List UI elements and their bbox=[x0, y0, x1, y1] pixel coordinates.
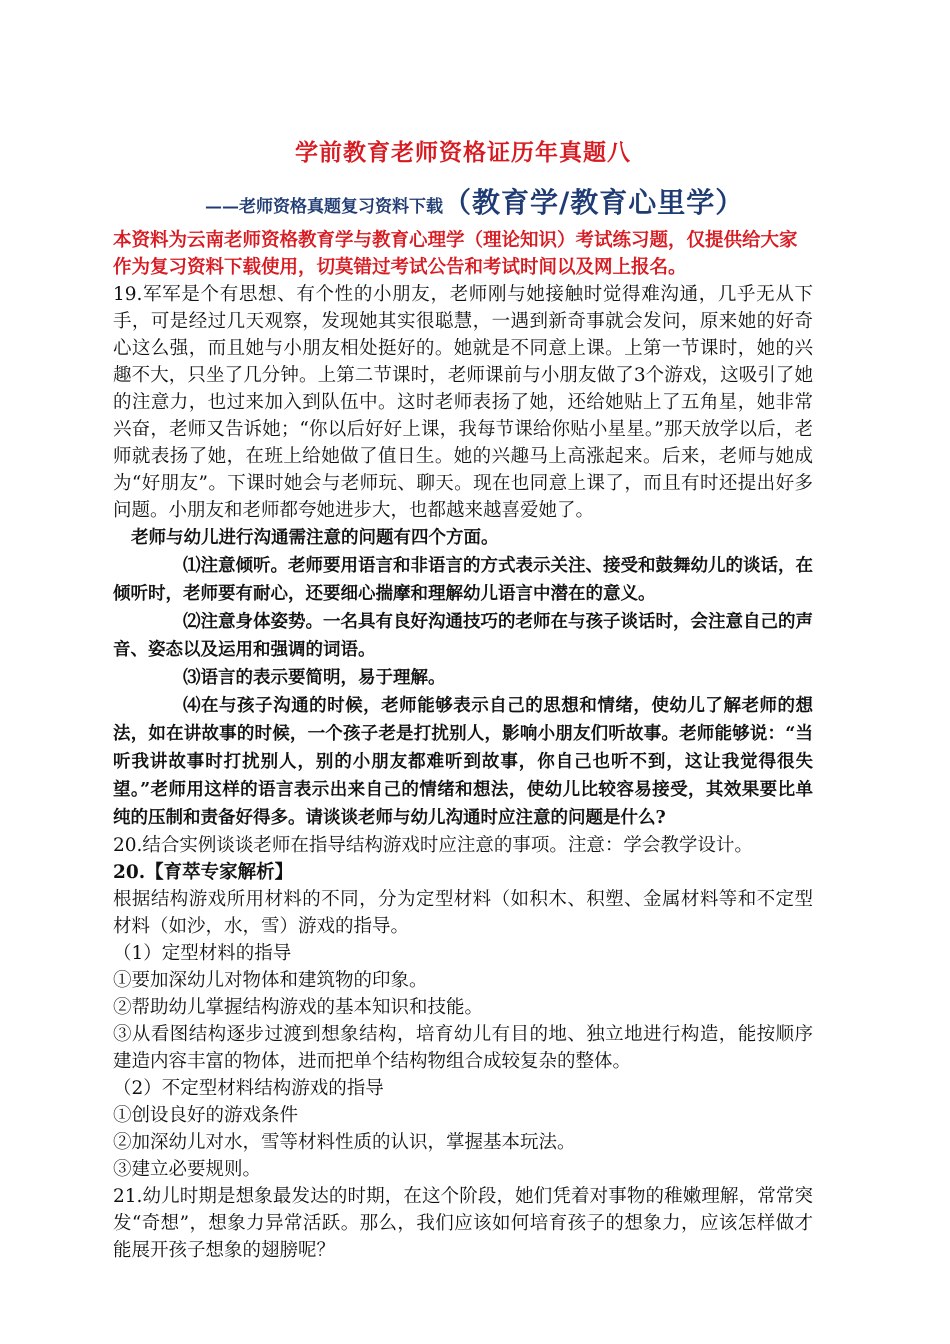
q20-section-1-item-1: ①要加深幼儿对物体和建筑物的印象。 bbox=[113, 970, 428, 991]
q20-section-2: （2）不定型材料结构游戏的指导 bbox=[113, 1078, 384, 1099]
q20-section-2-item-3: ③建立必要规则。 bbox=[113, 1159, 262, 1180]
q19-point-1: ⑴注意倾听。老师要用语言和非语言的方式表示关注、接受和鼓舞幼儿的谈话，在倾听时，老师要有耐心，还要细心揣摩和理解幼儿语言中潜在的意义。 bbox=[113, 556, 813, 604]
q19-point-2: ⑵注意身体姿势。一名具有良好沟通技巧的老师在与孩子谈话时，会注意自己的声音、姿态以及运用和强调的词语。 bbox=[113, 612, 813, 660]
question-21: 21.幼儿时期是想象最发达的时期，在这个阶段，她们凭着对事物的稚嫩理解，常常突发“奇想”，想象力异常活跃。那么，我们应该如何培育孩子的想象力，应该怎样做才能展开孩子想象的翅膀呢？ bbox=[113, 1186, 813, 1261]
q20-section-1-item-2: ②帮助幼儿掌握结构游戏的基本知识和技能。 bbox=[113, 997, 484, 1018]
subtitle-main: （教育学/教育心里学） bbox=[443, 186, 745, 219]
question-20: 20.结合实例谈谈老师在指导结构游戏时应注意的事项。注意：学会教学设计。 bbox=[113, 835, 753, 856]
q20-section-2-item-1: ①创设良好的游戏条件 bbox=[113, 1105, 299, 1126]
intro-notice: 本资料为云南老师资格教育学与教育心理学（理论知识）考试练习题，仅提供给大家作为复习资料下载使用，切莫错过考试公告和考试时间以及网上报名。 bbox=[113, 230, 798, 278]
subtitle-prefix: ——老师资格真题复习资料下载 bbox=[205, 197, 443, 217]
document-subtitle bbox=[113, 181, 813, 221]
q19-point-3: ⑶语言的表示要简明，易于理解。 bbox=[183, 668, 446, 688]
q20-analysis-body: 根据结构游戏所用材料的不同，分为定型材料（如积木、积塑、金属材料等和不定型材料（如沙，水，雪）游戏的指导。 bbox=[113, 889, 813, 937]
q19-lead: 老师与幼儿进行沟通需注意的问题有四个方面。 bbox=[131, 528, 499, 548]
question-19: 19.军军是个有思想、有个性的小朋友，老师刚与她接触时觉得难沟通，几乎无从下手，可是经过几天观察，发现她其实很聪慧，一遇到新奇事就会发问，原来她的好奇心这么强，而且她与小朋友相处挺好的。她就是不同意上课。上第一节课时，她的兴趣不大，只坐了几分钟。上第二节课时，老师课前与小朋友做了3个游戏，这吸引了她的注意力，也过来加入到队伍中。这时老师表扬了她，还给她贴上了五角星，她非常兴奋，老师又告诉她；“你以后好好上课，我每节课给你贴小星星。”那天放学以后，老师就表扬了她，在班上给她做了值日生。她的兴趣马上高涨起来。后来，老师与她成为“好朋友”。下课时她会与老师玩、聊天。现在也同意上课了，而且有时还提出好多问题。小朋友和老师都夸她进步大，也都越来越喜爱她了。 bbox=[113, 284, 813, 521]
q19-point-4: ⑷在与孩子沟通的时候，老师能够表示自己的思想和情绪，使幼儿了解老师的想法，如在讲故事的时候，一个孩子老是打扰别人，影响小朋友们听故事。老师能够说：“当听我讲故事时打扰别人，别的小朋友都难听到故事，你自己也听不到，这让我觉得很失望。”老师用这样的语言表示出来自己的情绪和想法，使幼儿比较容易接受，其效果要比单纯的压制和责备好得多。请谈谈老师与幼儿沟通时应注意的问题是什么? bbox=[113, 696, 813, 828]
document-page bbox=[113, 128, 813, 1264]
q20-section-2-item-2: ②加深幼儿对水，雪等材料性质的认识，掌握基本玩法。 bbox=[113, 1132, 576, 1153]
q20-section-1: （1）定型材料的指导 bbox=[113, 943, 292, 964]
q20-section-1-item-3: ③从看图结构逐步过渡到想象结构，培育幼儿有目的地、独立地进行构造，能按顺序建造内容丰富的物体，进而把单个结构物组合成较复杂的整体。 bbox=[113, 1024, 813, 1072]
q20-analysis-heading: 20.【育萃专家解析】 bbox=[113, 862, 294, 883]
document-title: 学前教育老师资格证历年真题八 bbox=[295, 139, 631, 166]
